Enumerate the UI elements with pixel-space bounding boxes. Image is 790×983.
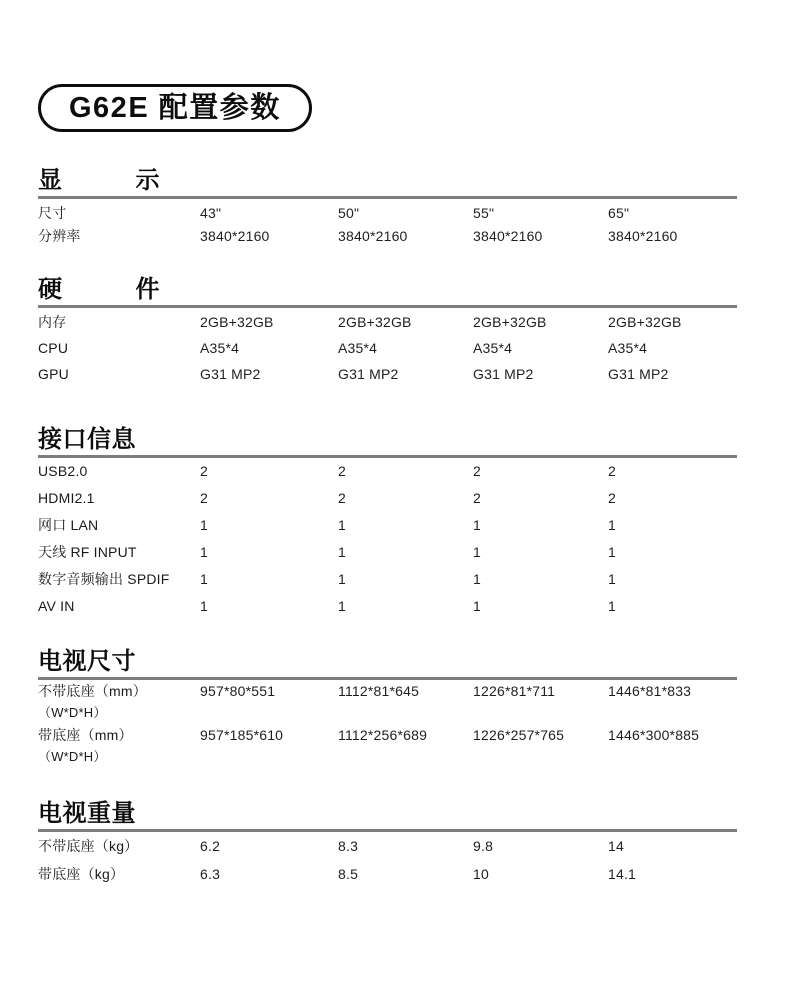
- section-title-char: 显: [38, 167, 63, 194]
- row-value: 1: [473, 571, 481, 587]
- table-row: [38, 202, 737, 225]
- row-value: 1: [338, 598, 346, 614]
- row-label: [38, 832, 200, 860]
- section-title-char: 硬: [38, 276, 63, 303]
- row-label: [38, 539, 200, 566]
- row-value: 6.2: [200, 838, 221, 854]
- row-value: 3840*2160: [473, 228, 543, 244]
- spec-sections: [38, 166, 737, 888]
- spec-title-badge: [38, 84, 312, 132]
- table-row: [38, 566, 737, 593]
- row-label-text: 天线 RF INPUT: [38, 544, 137, 560]
- row-value: 1: [608, 544, 616, 560]
- row-value: 1: [338, 571, 346, 587]
- section-title: 电视尺寸: [38, 648, 136, 675]
- section-title: 接口信息: [38, 426, 136, 453]
- table-row: [38, 485, 737, 512]
- table-row: [38, 335, 737, 361]
- row-value: 43": [200, 205, 222, 221]
- row-label-text: 尺寸: [38, 205, 67, 221]
- row-label: [38, 566, 200, 593]
- row-label-text: USB2.0: [38, 463, 88, 479]
- table-row: [38, 860, 737, 888]
- row-label-text: 不带底座（kg）: [38, 838, 139, 854]
- row-value: 6.3: [200, 866, 221, 882]
- row-value: 2: [200, 463, 208, 479]
- section-title-char: 示: [135, 167, 160, 194]
- row-label: [38, 335, 200, 361]
- row-label: [38, 680, 200, 724]
- row-label-text: AV IN: [38, 598, 75, 614]
- row-value: 1226*81*711: [473, 683, 556, 699]
- table-row: [38, 680, 737, 724]
- section-rows: [38, 832, 737, 888]
- table-row: [38, 361, 737, 387]
- row-label: [38, 361, 200, 387]
- table-row: [38, 309, 737, 335]
- row-value: 8.3: [338, 838, 359, 854]
- table-row: [38, 832, 737, 860]
- row-label-text: 网口 LAN: [38, 517, 99, 533]
- row-value: 957*185*610: [200, 727, 284, 743]
- row-value: 957*80*551: [200, 683, 276, 699]
- section-3: [38, 425, 737, 620]
- section-title: [38, 166, 160, 196]
- row-value: 2: [338, 463, 346, 479]
- row-label: [38, 458, 200, 485]
- row-value: 1: [200, 598, 208, 614]
- row-value: 3840*2160: [608, 228, 678, 244]
- section-header: [38, 275, 737, 305]
- table-row: [38, 458, 737, 485]
- table-row: [38, 225, 737, 248]
- row-value: 1: [200, 571, 208, 587]
- row-value: 2GB+32GB: [608, 314, 682, 330]
- row-label-text: CPU: [38, 340, 69, 356]
- row-value: G31 MP2: [608, 366, 669, 382]
- row-value: 1: [608, 517, 616, 533]
- row-sublabel: （W*D*H）: [38, 749, 107, 764]
- section-2: [38, 275, 737, 387]
- table-row: [38, 724, 737, 768]
- row-value: 55": [473, 205, 495, 221]
- row-value: 65": [608, 205, 630, 221]
- row-label: [38, 309, 200, 335]
- row-value: 2GB+32GB: [473, 314, 547, 330]
- row-value: 2: [200, 490, 208, 506]
- row-label-text: 内存: [38, 314, 67, 330]
- row-value: 14.1: [608, 866, 637, 882]
- row-value: 2: [608, 490, 616, 506]
- row-value: A35*4: [608, 340, 648, 356]
- section-title-char: 件: [135, 276, 160, 303]
- row-value: 8.5: [338, 866, 359, 882]
- row-value: 1: [608, 571, 616, 587]
- section-rows: [38, 199, 737, 248]
- row-label-text: 带底座（mm）: [38, 727, 133, 743]
- row-value: A35*4: [200, 340, 240, 356]
- row-value: 1446*300*885: [608, 727, 700, 743]
- row-value: 10: [473, 866, 489, 882]
- row-value: 1: [200, 517, 208, 533]
- row-value: 50": [338, 205, 360, 221]
- section-rows: [38, 308, 737, 387]
- row-value: 14: [608, 838, 624, 854]
- row-value: 1: [473, 544, 481, 560]
- row-label: [38, 202, 200, 225]
- section-header: [38, 425, 737, 455]
- row-label-text: 带底座（kg）: [38, 866, 125, 882]
- row-label: [38, 724, 200, 768]
- row-value: 2: [608, 463, 616, 479]
- row-value: 2: [473, 490, 481, 506]
- table-row: [38, 593, 737, 620]
- row-value: A35*4: [473, 340, 513, 356]
- row-value: 1112*81*645: [338, 683, 420, 699]
- row-value: 1226*257*765: [473, 727, 565, 743]
- row-sublabel: （W*D*H）: [38, 705, 107, 720]
- row-value: 2: [473, 463, 481, 479]
- row-value: 1: [473, 517, 481, 533]
- spec-title-badge-label: G62E 配置参数: [69, 92, 281, 124]
- row-value: 1446*81*833: [608, 683, 692, 699]
- row-label-text: 分辨率: [38, 228, 81, 244]
- section-rows: [38, 680, 737, 768]
- section-title: 电视重量: [38, 800, 136, 827]
- row-value: G31 MP2: [338, 366, 399, 382]
- row-value: A35*4: [338, 340, 378, 356]
- row-label: [38, 485, 200, 512]
- section-4: [38, 647, 737, 768]
- row-label: [38, 860, 200, 888]
- row-value: 3840*2160: [338, 228, 408, 244]
- row-label: [38, 512, 200, 539]
- row-value: 2GB+32GB: [338, 314, 412, 330]
- row-value: 1: [338, 517, 346, 533]
- table-row: [38, 512, 737, 539]
- row-value: 1: [200, 544, 208, 560]
- row-value: 1112*256*689: [338, 727, 428, 743]
- row-value: 3840*2160: [200, 228, 270, 244]
- row-value: 2: [338, 490, 346, 506]
- row-label: [38, 593, 200, 620]
- table-row: [38, 539, 737, 566]
- row-value: 9.8: [473, 838, 494, 854]
- section-title: [38, 275, 160, 305]
- row-label-text: 不带底座（mm）: [38, 683, 147, 699]
- row-value: G31 MP2: [200, 366, 261, 382]
- row-value: 1: [338, 544, 346, 560]
- row-label: [38, 225, 200, 248]
- row-value: 1: [473, 598, 481, 614]
- section-header: [38, 647, 737, 677]
- section-rows: [38, 458, 737, 620]
- row-label-text: 数字音频输出 SPDIF: [38, 571, 170, 587]
- section-header: [38, 166, 737, 196]
- row-label-text: GPU: [38, 366, 69, 382]
- section-1: [38, 166, 737, 248]
- row-label-text: HDMI2.1: [38, 490, 95, 506]
- row-value: 2GB+32GB: [200, 314, 274, 330]
- row-value: G31 MP2: [473, 366, 534, 382]
- section-5: [38, 799, 737, 888]
- section-header: [38, 799, 737, 829]
- row-value: 1: [608, 598, 616, 614]
